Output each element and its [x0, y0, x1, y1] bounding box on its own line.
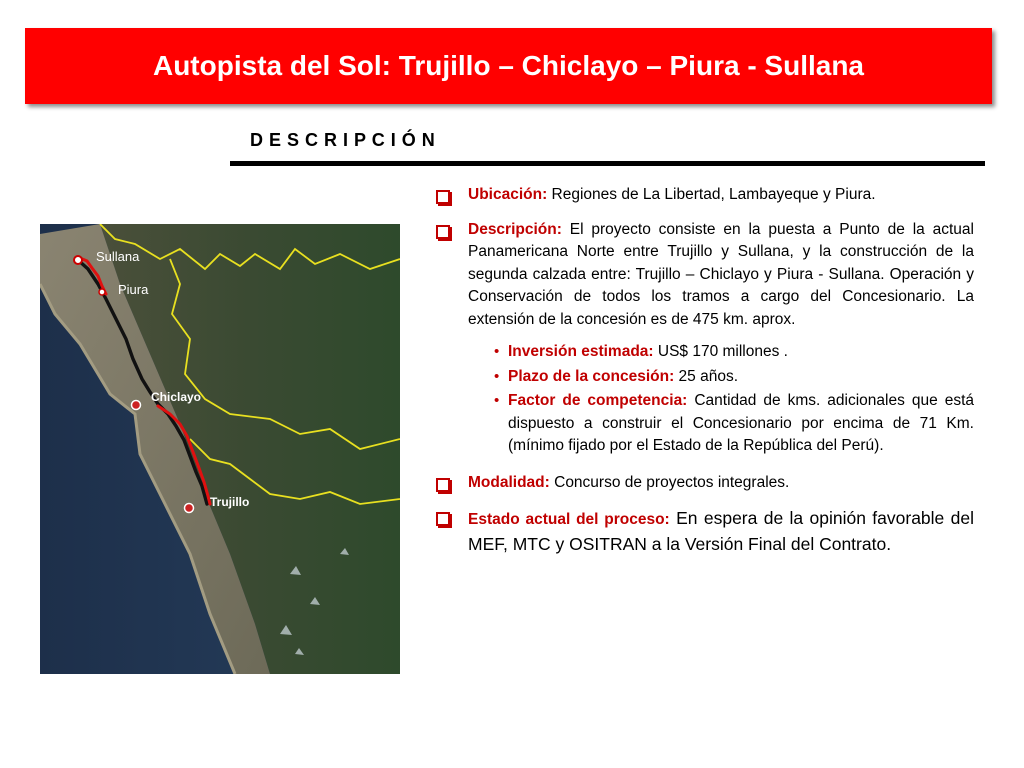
item-text: El proyecto consiste en la puesta a Punto de la actual Panamericana Norte entre Trujillo y Sullana, y la construcción de la segunda calzada entre: Trujillo – Chiclayo y Piura - Sullana. Operación y Conservación de todos los tramos a cargo del Concesionario. La extensión de la concesión es de 475 km. aprox. [468, 220, 974, 328]
item-modalidad [436, 472, 974, 495]
bullet-dot-icon: • [494, 367, 500, 385]
sub-label: Inversión estimada: [508, 343, 654, 360]
city-marker-chiclayo [132, 401, 141, 410]
map-label-trujillo: Trujillo [210, 495, 250, 509]
sub-text: US$ 170 millones . [653, 343, 788, 360]
checkbox-bullet-icon [436, 478, 450, 492]
route-map [40, 224, 400, 674]
city-marker-piura [99, 289, 105, 295]
item-label: Estado actual del proceso: [468, 511, 670, 528]
item-label: Modalidad: [468, 473, 550, 491]
description-content [436, 184, 974, 569]
item-text: Regiones de La Libertad, Lambayeque y Piura. [547, 186, 876, 203]
checkbox-bullet-icon [436, 225, 450, 239]
sub-list [494, 341, 974, 458]
checkbox-bullet-icon [436, 512, 450, 526]
page-title: Autopista del Sol: Trujillo – Chiclayo – Piura - Sullana [152, 50, 865, 81]
map-label-piura: Piura [118, 282, 149, 297]
city-marker-sullana [74, 256, 82, 264]
map-label-sullana: Sullana [96, 249, 140, 264]
sub-label: Plazo de la concesión: [508, 367, 675, 385]
sub-label: Factor de competencia: [508, 392, 688, 409]
item-text: Concurso de proyectos integrales. [549, 473, 790, 491]
item-label: Descripción: [468, 220, 562, 238]
sub-item-factor [494, 390, 974, 458]
item-descripcion [436, 219, 974, 332]
item-ubicacion [436, 184, 974, 207]
sub-item-plazo [494, 366, 974, 389]
title-bar [25, 28, 992, 104]
item-text: En espera de la opinión favorable del MEF, MTC y OSITRAN a la Versión Final del Contrato. [468, 508, 974, 554]
bullet-dot-icon: • [494, 392, 500, 409]
section-heading: D E S C R I P C I Ó N [250, 130, 436, 150]
sub-text: Cantidad de kms. adicionales que está dispuesto a construir el Concesionario por encima de 71 Km. (mínimo fijado por el Estado de la República del Perú). [508, 392, 974, 454]
section-divider [230, 161, 985, 166]
city-marker-trujillo [185, 504, 194, 513]
map-label-chiclayo: Chiclayo [151, 390, 202, 404]
item-estado [436, 506, 974, 557]
checkbox-bullet-icon [436, 190, 450, 204]
bullet-dot-icon: • [494, 343, 500, 360]
sub-item-inversion [494, 341, 974, 364]
item-label: Ubicación: [468, 186, 548, 203]
sub-text: 25 años. [674, 367, 739, 385]
